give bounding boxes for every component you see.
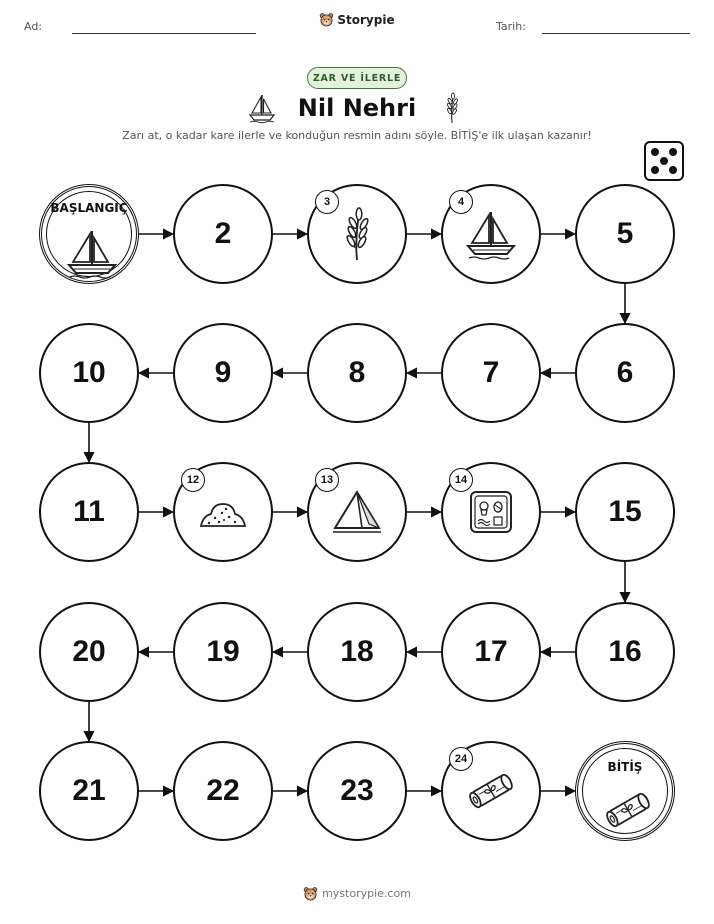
space-number: 16 bbox=[608, 635, 642, 668]
board-space-18 bbox=[307, 602, 407, 702]
board-space-24 bbox=[441, 741, 541, 841]
board-space-7 bbox=[441, 323, 541, 423]
space-number: 5 bbox=[616, 217, 634, 250]
board-space-2 bbox=[173, 184, 273, 284]
space-number-badge: 3 bbox=[315, 190, 339, 214]
scroll-icon bbox=[600, 782, 656, 834]
space-number-badge: 4 bbox=[449, 190, 473, 214]
start-label: BAŞLANGIÇ bbox=[50, 201, 128, 215]
space-number: 11 bbox=[73, 495, 105, 528]
space-number: 10 bbox=[72, 356, 106, 389]
date-label: Tarih: bbox=[496, 20, 526, 33]
boat-icon bbox=[64, 225, 120, 277]
board-space-4 bbox=[441, 184, 541, 284]
board-space-13 bbox=[307, 462, 407, 562]
finish-label: BİTİŞ bbox=[607, 760, 643, 774]
space-number: 18 bbox=[340, 635, 374, 668]
board-space-15 bbox=[575, 462, 675, 562]
space-number-badge: 24 bbox=[449, 747, 473, 771]
space-number: 17 bbox=[474, 635, 508, 668]
space-number: 9 bbox=[214, 356, 232, 389]
board-space-start bbox=[39, 184, 139, 284]
board-space-14 bbox=[441, 462, 541, 562]
wheat-icon bbox=[329, 206, 385, 262]
pyramid-icon bbox=[329, 484, 385, 540]
board-space-12 bbox=[173, 462, 273, 562]
space-number: 7 bbox=[482, 356, 500, 389]
space-number: 6 bbox=[616, 356, 634, 389]
space-number: 21 bbox=[72, 774, 106, 807]
board-space-5 bbox=[575, 184, 675, 284]
space-number: 2 bbox=[214, 217, 232, 250]
board-space-23 bbox=[307, 741, 407, 841]
title-text: Nil Nehri bbox=[297, 94, 417, 122]
space-number: 20 bbox=[72, 635, 106, 668]
space-number: 8 bbox=[348, 356, 366, 389]
space-number-badge: 14 bbox=[449, 468, 473, 492]
scroll-icon bbox=[463, 763, 519, 819]
board-space-3 bbox=[307, 184, 407, 284]
space-number: 19 bbox=[206, 635, 240, 668]
space-number-badge: 13 bbox=[315, 468, 339, 492]
bear-icon bbox=[303, 886, 318, 901]
boat-icon bbox=[463, 206, 519, 262]
board-space-21 bbox=[39, 741, 139, 841]
board-space-6 bbox=[575, 323, 675, 423]
sand-icon bbox=[195, 484, 251, 540]
space-number: 23 bbox=[340, 774, 374, 807]
board-space-16 bbox=[575, 602, 675, 702]
board-space-10 bbox=[39, 323, 139, 423]
board-space-8 bbox=[307, 323, 407, 423]
activity-badge: ZAR VE İLERLE bbox=[307, 67, 407, 89]
space-number-badge: 12 bbox=[181, 468, 205, 492]
board-space-19 bbox=[173, 602, 273, 702]
board-space-20 bbox=[39, 602, 139, 702]
footer bbox=[0, 886, 714, 901]
board-space-22 bbox=[173, 741, 273, 841]
brand-name: Storypie bbox=[337, 12, 395, 27]
board-space-finish bbox=[575, 741, 675, 841]
board-space-9 bbox=[173, 323, 273, 423]
board-space-11 bbox=[39, 462, 139, 562]
space-number: 22 bbox=[206, 774, 240, 807]
board-space-17 bbox=[441, 602, 541, 702]
space-number: 15 bbox=[608, 495, 642, 528]
name-label: Ad: bbox=[24, 20, 43, 33]
instructions: Zarı at, o kadar kare ilerle ve konduğun resmin adını söyle. BİTİŞ'e ilk ulaşan kazanır! bbox=[122, 129, 592, 142]
footer-url: mystorypie.com bbox=[322, 887, 411, 900]
hieroglyph-icon bbox=[463, 484, 519, 540]
